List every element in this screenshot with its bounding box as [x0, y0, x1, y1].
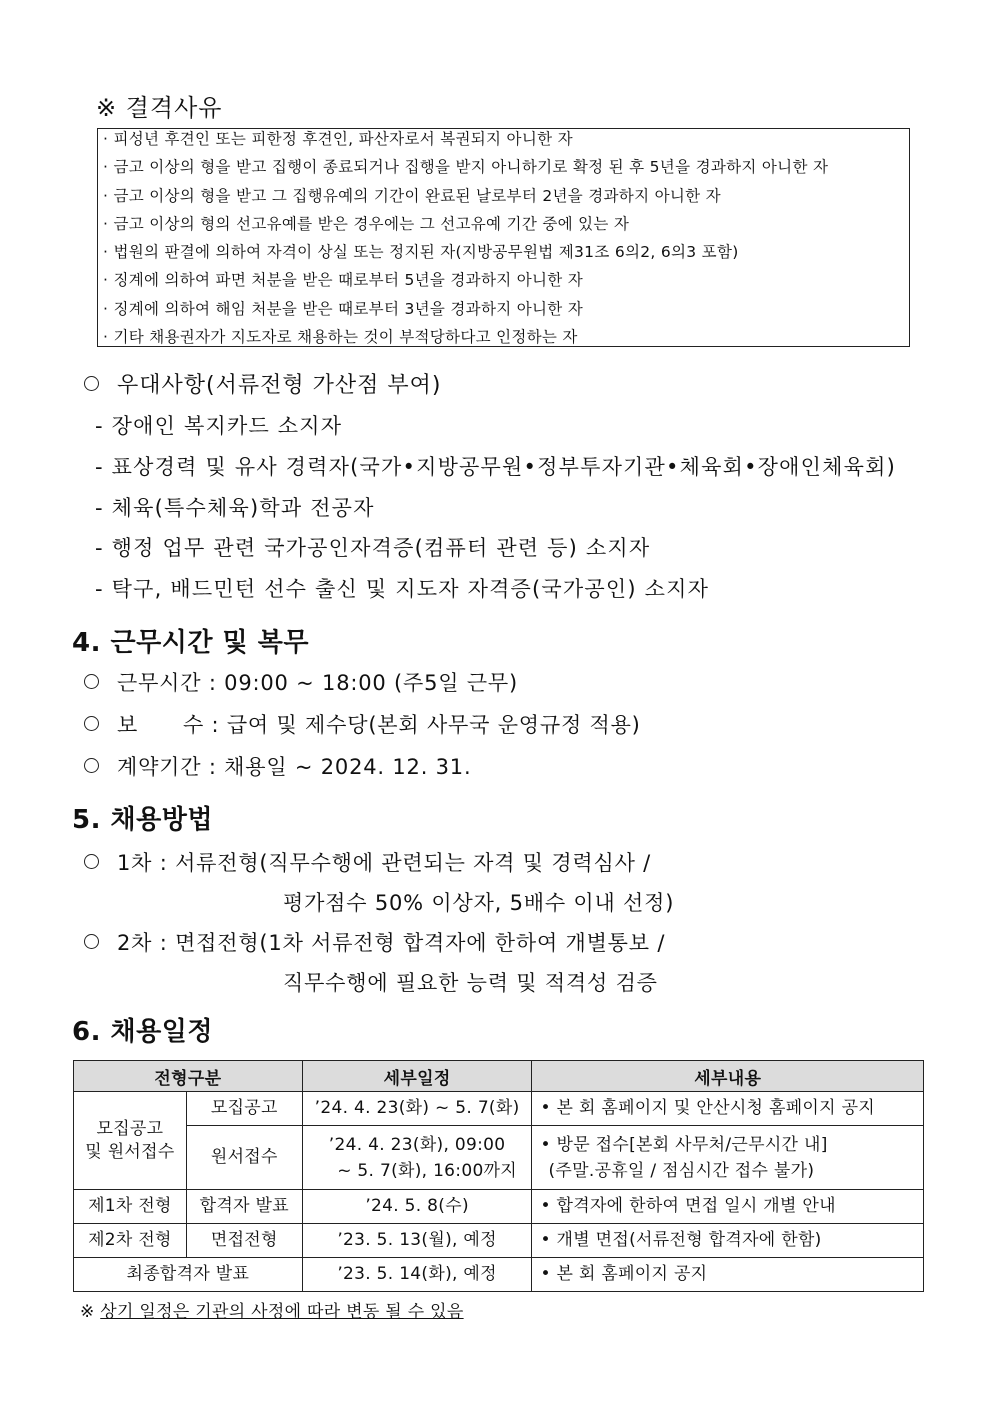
- desc-cell: [532, 1126, 924, 1190]
- schedule-note: [80, 1297, 464, 1322]
- circle-bullet-icon: [84, 758, 99, 773]
- table-row: [74, 1126, 924, 1190]
- desc-cell: • 본 회 홈페이지 및 안산시청 홈페이지 공지: [532, 1092, 924, 1126]
- section-6-title: 6. 채용일정: [72, 1017, 213, 1047]
- sub-cell: 합격자 발표: [186, 1190, 302, 1224]
- stage-cell: 제1차 전형: [74, 1190, 187, 1224]
- date-cell: ’24. 4. 23(화) ~ 5. 7(화): [302, 1092, 532, 1126]
- desc-line: • 방문 접수[본회 사무처/근무시간 내]: [540, 1134, 828, 1155]
- pay-line: [84, 709, 641, 739]
- step1-continuation: 평가점수 50% 이상자, 5배수 이내 선정): [283, 891, 675, 915]
- header-stage: 전형구분: [74, 1061, 303, 1092]
- date-cell: ’23. 5. 14(화), 예정: [302, 1258, 532, 1292]
- list-item: · 피성년 후견인 또는 피한정 후견인, 파산자로서 복권되지 아니한 자: [103, 130, 573, 148]
- circle-bullet-icon: [84, 376, 99, 391]
- work-hours-text: 근무시간 : 09:00 ~ 18:00 (주5일 근무): [117, 671, 518, 695]
- stage-cell: 최종합격자 발표: [74, 1258, 303, 1292]
- group-cell: 모집공고 및 원서접수: [74, 1092, 187, 1190]
- sub-cell: 면접전형: [186, 1224, 302, 1258]
- circle-bullet-icon: [84, 674, 99, 689]
- list-item: - 체육(특수체육)학과 전공자: [95, 495, 375, 520]
- list-item: · 기타 채용권자가 지도자로 채용하는 것이 부적당하다고 인정하는 자: [103, 328, 578, 347]
- contract-line: [84, 751, 471, 781]
- desc-line: (주말.공휴일 / 점심시간 접수 불가): [548, 1160, 815, 1181]
- disqualification-box: [97, 128, 910, 347]
- sub-cell: 모집공고: [186, 1092, 302, 1126]
- step2-text: 2차 : 면접전형(1차 서류전형 합격자에 한하여 개별통보 /: [117, 931, 666, 955]
- list-item: · 징계에 의하여 파면 처분을 받은 때로부터 5년을 경과하지 아니한 자: [103, 271, 584, 290]
- date-cell: ’23. 5. 13(월), 예정: [302, 1224, 532, 1258]
- work-hours-line: [84, 667, 518, 697]
- contract-text: 계약기간 : 채용일 ~ 2024. 12. 31.: [117, 755, 472, 779]
- date-line: ~ 5. 7(화), 16:00까지: [337, 1160, 518, 1181]
- table-row: [74, 1092, 924, 1126]
- pay-text: 보 수 : 급여 및 제수당(본회 사무국 운영규정 적용): [117, 713, 641, 737]
- list-item: - 탁구, 배드민턴 선수 출신 및 지도자 자격증(국가공인) 소지자: [95, 577, 710, 602]
- list-item: · 금고 이상의 형의 선고유예를 받은 경우에는 그 선고유예 기간 중에 있는 자: [103, 214, 630, 233]
- section-4-title: 4. 근무시간 및 복무: [72, 628, 309, 658]
- schedule-table: [73, 1060, 924, 1292]
- table-row: [74, 1190, 924, 1224]
- stage-cell: 제2차 전형: [74, 1224, 187, 1258]
- preference-heading-text: 우대사항(서류전형 가산점 부여): [117, 373, 442, 398]
- list-item: · 법원의 판결에 의하여 자격이 상실 또는 정지된 자(지방공무원법 제31조 6의2, 6의3 포함): [103, 243, 739, 262]
- section-5-title: 5. 채용방법: [72, 805, 213, 835]
- preference-heading: [84, 368, 441, 399]
- desc-cell: • 합격자에 한하여 면접 일시 개별 안내: [532, 1190, 924, 1224]
- date-line: ’24. 4. 23(화), 09:00: [328, 1134, 506, 1155]
- list-item: - 표상경력 및 유사 경력자(국가•지방공무원•정부투자기관•체육회•장애인체육회): [95, 454, 896, 479]
- preference-list: [95, 412, 896, 616]
- circle-bullet-icon: [84, 716, 99, 731]
- circle-bullet-icon: [84, 854, 99, 869]
- table-header-row: [74, 1061, 924, 1092]
- note-text: 상기 일정은 기관의 사정에 따라 변동 될 수 있음: [100, 1302, 464, 1322]
- list-item: · 징계에 의하여 해임 처분을 받은 때로부터 3년을 경과하지 아니한 자: [103, 299, 584, 318]
- header-details: 세부내용: [532, 1061, 924, 1092]
- step2-line: [84, 927, 665, 957]
- desc-cell: • 본 회 홈페이지 공지: [532, 1258, 924, 1292]
- step1-text: 1차 : 서류전형(직무수행에 관련되는 자격 및 경력심사 /: [117, 851, 652, 875]
- date-cell: ’24. 5. 8(수): [302, 1190, 532, 1224]
- sub-cell: 원서접수: [186, 1126, 302, 1190]
- step2-continuation: 직무수행에 필요한 능력 및 적격성 검증: [283, 971, 658, 995]
- list-item: · 금고 이상의 형을 받고 그 집행유예의 기간이 완료된 날로부터 2년을 경과하지 아니한 자: [103, 186, 721, 205]
- table-row: [74, 1258, 924, 1292]
- step1-line: [84, 847, 651, 877]
- list-item: - 행정 업무 관련 국가공인자격증(컴퓨터 관련 등) 소지자: [95, 536, 651, 561]
- disqualification-title: ※ 결격사유: [96, 94, 223, 122]
- note-mark: ※: [80, 1302, 101, 1322]
- date-cell: [302, 1126, 532, 1190]
- header-schedule: 세부일정: [302, 1061, 532, 1092]
- table-row: [74, 1224, 924, 1258]
- desc-cell: • 개별 면접(서류전형 합격자에 한함): [532, 1224, 924, 1258]
- circle-bullet-icon: [84, 934, 99, 949]
- list-item: - 장애인 복지카드 소지자: [95, 414, 343, 438]
- list-item: · 금고 이상의 형을 받고 집행이 종료되거나 집행을 받지 아니하기로 확정 된 후 5년을 경과하지 아니한 자: [103, 158, 829, 177]
